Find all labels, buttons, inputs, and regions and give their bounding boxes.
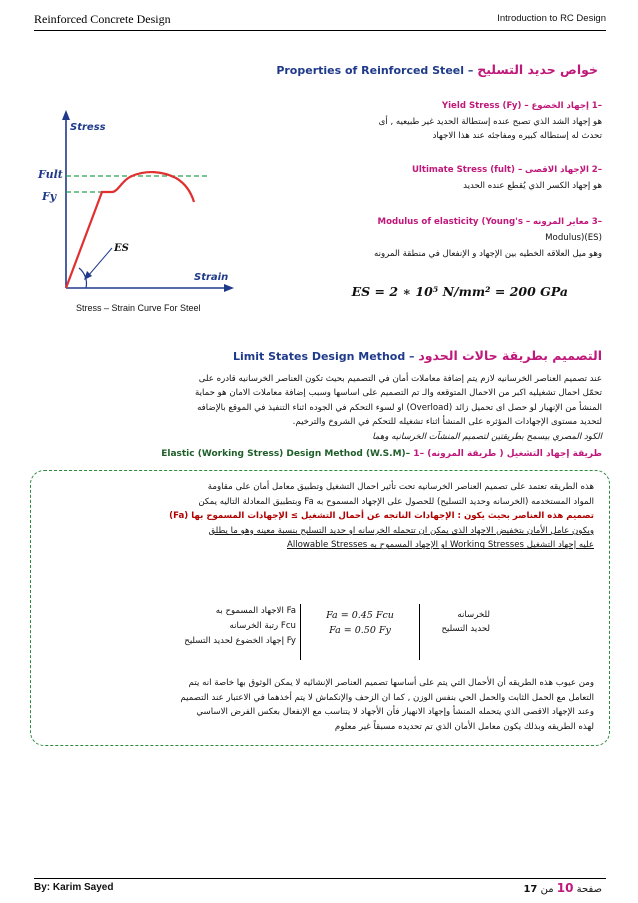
x-axis-label: Strain	[194, 272, 229, 283]
item-yield-heading	[442, 100, 602, 113]
page-current: 10	[556, 881, 574, 895]
table-left-1-desc: الاجهاد المسموح به	[215, 606, 284, 616]
item-3-ar: معاير المرونه	[532, 217, 589, 227]
limit-title-en: Limit States Design Method –	[233, 350, 415, 363]
box2-line-3: وعند الإجهاد الاقصى الذي يتحمله المنشأ وإجهاد الانهيار فأن الأجهاد لا يتناسب مع الإنفعال بعكس الفرض الاساسي	[196, 707, 594, 718]
table-right-1: للخرسانه	[457, 610, 490, 620]
limit-title-ar: التصميم بطريقة حالات الحدود	[418, 348, 602, 363]
table-mid-col	[300, 604, 420, 660]
modulus-formula: ES = 2 ∗ 10⁵ N/mm² = 200 GPa	[351, 284, 568, 299]
item-modulus-heading	[378, 216, 602, 229]
table-left-1	[150, 604, 296, 619]
item-2-line-1: هو إجهاد الكسر الذي يُقطع عنده الحديد	[463, 181, 602, 191]
box2-line-2: التعامل مع الحمل الثابت والحمل الحي بنفس الوزن , كما ان الزحف والإنكماش لا يتم أخذهما في الاعتبار عند التصميم	[180, 692, 594, 703]
item-1-en: Yield Stress (Fy) –	[441, 101, 529, 111]
table-right-col	[420, 604, 490, 636]
box1-line-4: ويكون عامل الأمان بتخفيض الاجهاد الذي يمكن ان تتحمله الخرسانه او حديد التسليح بنسبة معينه وهو ما يطلق	[208, 525, 594, 536]
of-label: من	[540, 884, 554, 895]
elastic-title-ar: طريقة إجهاد التشغيل ( طريقة المرونه)	[427, 449, 602, 459]
item-1-ar: إجهاد الخضوع	[531, 101, 589, 111]
y-axis-label: Stress	[70, 122, 106, 133]
item-2-ar: الإجهاد الاقصى	[525, 165, 589, 175]
table-mid-2: Fa = 0.50 Fy	[329, 625, 391, 636]
y-axis-arrow	[62, 110, 70, 120]
limit-line-1: عند تصميم العناصر الخرسانيه لازم يتم إضافة معاملات أمان في التصميم بحيث تكون العناصر الخرسانيه قادره على	[198, 374, 602, 384]
box2-line-4: لهذه الطريقه وبذلك يكون معامل الأمان الذي تم تحديده مسبقاً غير معلوم	[334, 721, 594, 732]
item-1-num: –1	[591, 101, 602, 111]
table-left-2-sym: Fcu	[280, 621, 296, 631]
fult-label: Fult	[38, 168, 63, 181]
table-left-2	[150, 619, 296, 634]
box1-line-3: تصميم هذه العناصر بحيث يكون : الإجهادات الناتجه عن أحمال التشغيل ≥ الإجهادات المسموح بها (Fa)	[169, 511, 594, 522]
table-left-2-desc: رتبة الخرسانه	[229, 621, 279, 631]
header-left: Reinforced Concrete Design	[34, 12, 171, 26]
item-ultimate-heading	[412, 164, 602, 177]
allowable-stress-table	[150, 604, 490, 662]
item-3-num: –3	[591, 217, 602, 227]
section-title	[276, 62, 598, 77]
table-left-col	[150, 604, 296, 649]
footer-divider	[34, 878, 606, 879]
header-right: Introduction to RC Design	[497, 13, 606, 24]
item-3-en: Modulus of elasticity (Young's –	[377, 217, 531, 227]
fy-label: Fy	[42, 190, 57, 203]
item-1-line-2: تحدث له إستطاله كبيره ومفاجئه عند هذا الاجهاد	[432, 131, 602, 141]
elastic-title-num: –1	[413, 449, 425, 459]
stress-strain-curve	[66, 172, 194, 288]
table-right-2: لحديد التسليح	[441, 624, 490, 634]
es-arrow	[88, 248, 112, 276]
limit-para	[36, 372, 602, 444]
box1-line-1: هذه الطريقه تعتمد على تصميم العناصر الخرسانيه تحت تأثير احمال التشغيل وتطبيق معامل أمان على مقاومة	[207, 482, 594, 492]
item-1-line-1: هو إجهاد الشد الذي تصبح عنده إستطالة الحديد غير طبيعيه , أى	[378, 117, 602, 127]
table-left-1-sym: Fa	[286, 606, 296, 616]
header-divider	[34, 30, 606, 31]
table-left-3-desc: إجهاد الخضوع لحديد التسليح	[184, 636, 285, 646]
limit-states-title	[233, 348, 602, 363]
box-para-2	[44, 676, 594, 734]
limit-line-4: لتحديد مستوى الإجهادات المؤثره على المنشأ اثناء تشغيله للتحكم في الشروخ والترخيم.	[292, 417, 602, 428]
elastic-title-en: Elastic (Working Stress) Design Method (W.S.M)–	[161, 449, 411, 459]
x-axis-arrow	[224, 284, 234, 292]
footer-page-number	[523, 881, 602, 895]
section-title-ar: خواص حديد التسليح	[477, 62, 598, 77]
page-total: 17	[523, 884, 538, 895]
item-3-en2: (ES)(Modulus	[545, 233, 602, 243]
item-2-en: Ultimate Stress (fult) –	[411, 165, 523, 175]
chart-caption: Stress – Strain Curve For Steel	[76, 303, 201, 313]
limit-line-3: المنشأ من الإنهيار لو حصل اى تحميل زائد (Overload) او لسوء التحكم في الجوده اثناء التنفيذ في الموقع بالإضافه	[197, 402, 602, 413]
table-left-3	[150, 634, 296, 649]
table-left-3-sym: Fy	[286, 636, 296, 646]
box-para-1	[44, 480, 594, 553]
elastic-method-title	[161, 449, 602, 459]
es-label: ES	[114, 243, 129, 254]
footer-author: By: Karim Sayed	[34, 882, 114, 893]
item-3-line-1: وهو ميل العلاقه الخطيه بين الإجهاد و الإنفعال في منطقة المرونه	[374, 249, 602, 259]
box1-line-2: المواد المستخدمه (الخرسانه وحديد التسليح) للحصول على الإجهاد المسموح به Fa وبتطبيق المعادلة التاليه يمكن	[198, 496, 594, 507]
box2-line-1: ومن عيوب هذه الطريقه أن الأحمال التي يتم على أساسها تصميم العناصر الإنشائيه لا يمكن الوثوق بها خاصة انه يتم	[188, 678, 594, 688]
box1-line-5: عليه إجهاد التشغيل Working Stresses او الإجهاد المسموح به Allowable Stresses	[286, 540, 594, 551]
limit-line-5: الكود المصري بيسمح بطريقتين لتصميم المنشآت الخرسانيه وهما	[372, 431, 602, 442]
item-2-num: –2	[591, 165, 602, 175]
limit-line-2: تحمّل احمال تشغيليه اكبر من الاحمال المتوقعه والـ تم التصميم على اساسها وسبب إضافة معاملات الامان هو حماية	[194, 388, 602, 399]
section-title-en: Properties of Reinforced Steel –	[276, 64, 474, 77]
stress-strain-chart	[36, 108, 236, 298]
table-mid-1: Fa = 0.45 Fcu	[326, 610, 394, 621]
page-label: صفحة	[576, 884, 602, 895]
